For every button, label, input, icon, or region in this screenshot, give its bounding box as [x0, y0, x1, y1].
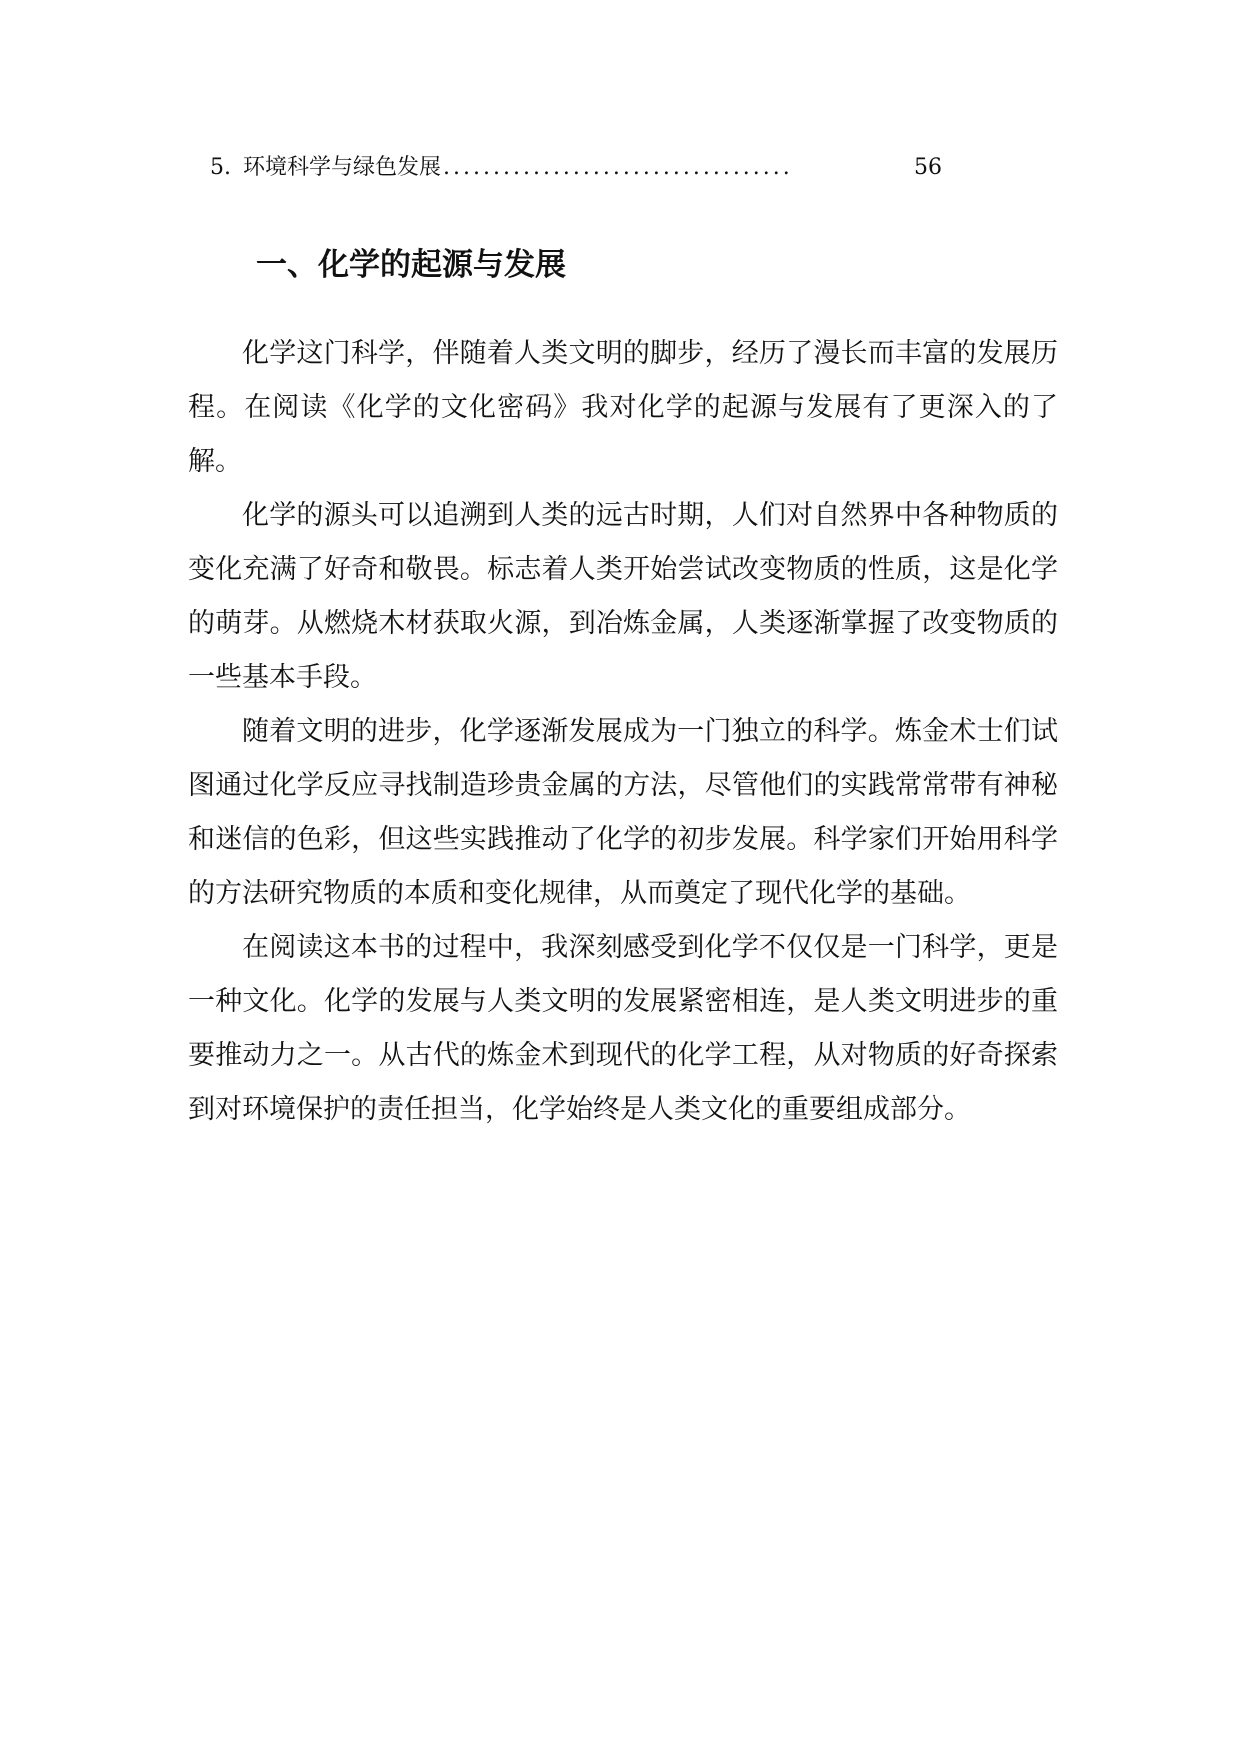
toc-entry-page-number: 56 — [914, 155, 942, 180]
paragraph: 化学这门科学，伴随着人类文明的脚步，经历了漫长而丰富的发展历程。在阅读《化学的文化密码》我对化学的起源与发展有了更深入的了解。 — [188, 338, 1058, 477]
paragraph: 随着文明的进步，化学逐渐发展成为一门独立的科学。炼金术士们试图通过化学反应寻找制造珍贵金属的方法，尽管他们的实践常常带有神秘和迷信的色彩，但这些实践推动了化学的初步发展。科学家们开始用科学的方法研究物质的本质和变化规律，从而奠定了现代化学的基础。 — [188, 716, 1058, 909]
toc-dot-leader: ................................... — [443, 155, 793, 180]
toc-entry[interactable] — [210, 150, 942, 186]
toc-entry-number: 5. — [210, 155, 231, 180]
section-heading: 一、化学的起源与发展 — [256, 247, 566, 283]
paragraph: 在阅读这本书的过程中，我深刻感受到化学不仅仅是一门科学，更是一种文化。化学的发展与人类文明的发展紧密相连，是人类文明进步的重要推动力之一。从古代的炼金术到现代的化学工程，从对物质的好奇探索到对环境保护的责任担当，化学始终是人类文化的重要组成部分。 — [188, 932, 1058, 1125]
toc-entry-title: 环境科学与绿色发展 — [243, 155, 442, 180]
section-body — [188, 327, 1058, 1137]
paragraph: 化学的源头可以追溯到人类的远古时期，人们对自然界中各种物质的变化充满了好奇和敬畏。标志着人类开始尝试改变物质的性质，这是化学的萌芽。从燃烧木材获取火源，到冶炼金属，人类逐渐掌握了改变物质的一些基本手段。 — [188, 500, 1058, 693]
